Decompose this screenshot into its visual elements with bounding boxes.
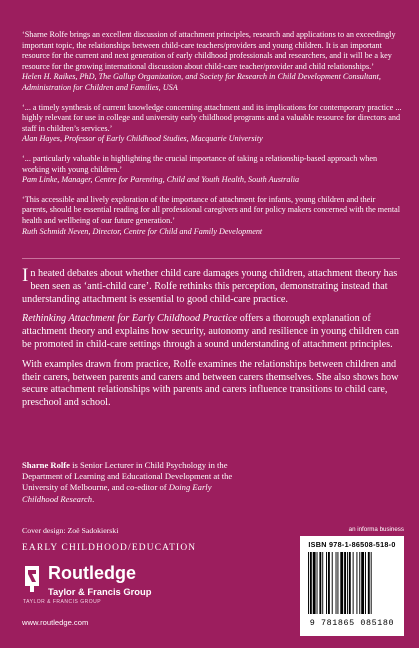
- barcode-bar: [332, 552, 333, 614]
- barcode-panel: [300, 526, 404, 638]
- book-title: Rethinking Attachment for Early Childhood Practice: [22, 313, 238, 325]
- series-label: EARLY CHILDHOOD/EDUCATION: [22, 543, 197, 553]
- barcode-bar: [371, 552, 372, 614]
- barcode-bar: [359, 552, 360, 614]
- endorsement: [22, 154, 402, 186]
- blurb-text: offers a thorough explanation of attachment theory and explains how security, autonomy and resilience in young children can be promoted in child-care settings through a sound understanding of attachment principles.: [22, 313, 400, 350]
- barcode-bar: [336, 552, 337, 614]
- barcode-bar: [326, 552, 327, 614]
- endorsement-source: Alan Hayes, Professor of Early Childhood Studies, Macquarie University: [22, 134, 263, 144]
- cover-design-credit: Cover design: Zoë Sadokierski: [22, 526, 119, 535]
- author-name: Sharne Rolfe: [22, 460, 70, 470]
- endorsement: [22, 195, 402, 237]
- barcode-bar: [353, 552, 354, 614]
- blurb-paragraph-1: [22, 265, 402, 306]
- endorsement-source: Pam Linke, Manager, Centre for Parenting, Child and Youth Health, South Australia: [22, 175, 300, 185]
- endorsement: [22, 103, 402, 145]
- barcode-bar: [310, 552, 312, 614]
- barcode-bar: [365, 552, 366, 614]
- publisher-tagline: TAYLOR & FRANCIS GROUP: [23, 599, 102, 605]
- endorsement-source: Ruth Schmidt Neven, Director, Centre for Child and Family Development: [22, 226, 263, 236]
- blurb-paragraph-2: [22, 313, 402, 351]
- barcode-bar: [368, 552, 370, 614]
- endorsements: [22, 30, 402, 246]
- blurb-text: n heated debates about whether child care damages young children, attachment theory has been seen as ‘anti-child care’. Rolfe rethinks this perception, demonstrating instead that understanding attachment is essential to good child-care practice.: [22, 268, 398, 305]
- endorsement-text: ‘This accessible and lively exploration of the importance of attachment for infants, young children and their parents, should be essential reading for all professional caregivers and for policy makers concerned with the mental health and wellbeing of our future generation.’: [22, 194, 401, 225]
- endorsement-text: ‘Sharne Rolfe brings an excellent discussion of attachment principles, research and applications to an exceedingly important topic, the relationships between child-care teachers/providers and young children. It is an important resource for the current and next generation of early childhood professionals and researchers, and it will be a key resource for the growing international discussion about child-care teacher/provider and child relationships.’: [22, 30, 396, 71]
- publisher-website: www.routledge.com: [22, 618, 89, 627]
- barcode-bar: [322, 552, 323, 614]
- barcode-bar: [319, 552, 321, 614]
- barcode-bar: [328, 552, 330, 614]
- barcode-bar: [361, 552, 364, 614]
- author-bio: [22, 460, 237, 505]
- author-bio-end: .: [92, 493, 95, 504]
- publisher-group: Taylor & Francis Group: [48, 586, 152, 597]
- barcode-bar: [340, 552, 343, 614]
- barcode-bar: [308, 552, 309, 614]
- endorsement-text: ‘... a timely synthesis of current knowledge concerning attachment and its implications for contemporary practice ... highly relevant for use in college and university early childhood programs and a valuable resource for directors and staff in children’s services.’: [22, 102, 402, 133]
- barcode-bar: [317, 552, 318, 614]
- barcode-bar: [313, 552, 316, 614]
- endorsement-text: ‘... particularly valuable in highlighting the crucial importance of taking a relationship-based approach when working with young children.’: [22, 153, 378, 174]
- drop-cap: I: [22, 265, 29, 286]
- isbn-text: ISBN 978-1-86508-518-0: [308, 540, 396, 549]
- blurb: [22, 265, 402, 417]
- endorsement: [22, 30, 402, 94]
- barcode-bar: [337, 552, 338, 614]
- barcode-bar: [349, 552, 351, 614]
- barcode-number: 9 781865 085180: [309, 618, 395, 628]
- routledge-logo-icon: [22, 564, 42, 594]
- endorsement-source: Helen H. Raikes, PhD, The Gallup Organization, and Society for Research in Child Development Consultant, Administration for Children and Families, USA: [22, 72, 381, 92]
- publisher-logo: [22, 564, 212, 608]
- blurb-paragraph-3: With examples drawn from practice, Rolfe examines the relationships between children and their carers, between parents and carers and between carers themselves. She also shows how secure attachment relationships with parents and carers influence transitions to child care, preschool and school.: [22, 358, 399, 409]
- barcode-bar: [356, 552, 357, 614]
- author-bio-text: is Senior Lecturer in Child Psychology in the Department of Learning and Educational Development at the University of Melbourne, and co-editor of: [22, 460, 233, 493]
- barcode-bar: [347, 552, 348, 614]
- author-book-title: Doing Early Childhood Research: [22, 482, 212, 504]
- barcode-bars: [308, 552, 398, 614]
- barcode-bar: [344, 552, 346, 614]
- publisher-name: Routledge: [48, 563, 136, 583]
- informa-label: an informa business: [348, 526, 404, 533]
- divider: [22, 258, 400, 259]
